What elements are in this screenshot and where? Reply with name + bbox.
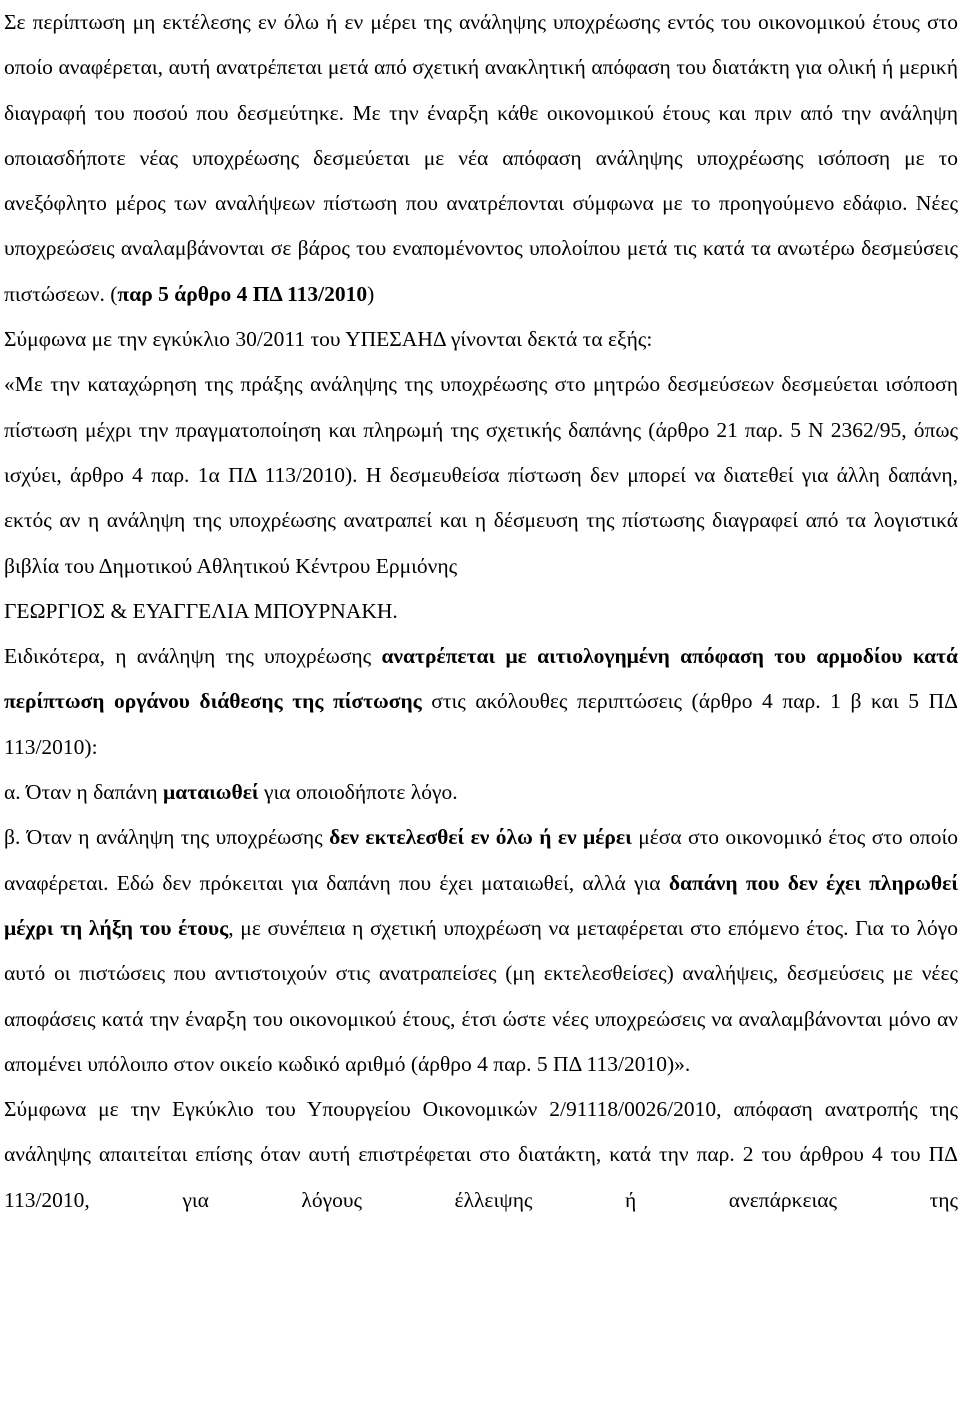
legal-reference: παρ 5 άρθρο 4 ΠΔ 113/2010 <box>117 281 368 306</box>
paragraph-text: β. Όταν η ανάληψη της υποχρέωσης <box>4 825 330 850</box>
document-page <box>4 0 958 1223</box>
paragraph-text: α. Όταν η δαπάνη <box>4 780 164 805</box>
emphasis-text: δεν εκτελεσθεί εν όλω ή εν μέρει <box>329 825 632 850</box>
paragraph-specific-cases <box>4 634 958 770</box>
paragraph-text: μέσα στο οικονομικό έτος στο οποίο αναφέρεται. Εδώ δεν πρόκειται για δαπάνη που έχει ματαιωθεί, αλλά για <box>4 825 958 895</box>
paragraph-text: Ειδικότερα, η ανάληψη της υποχρέωσης <box>4 644 382 669</box>
case-a <box>4 770 958 815</box>
emphasis-text: δαπάνη που δεν έχει πληρωθεί μέχρι τη λήξη του έτους <box>4 870 958 940</box>
paragraph-cancellation-rule <box>4 0 958 317</box>
paragraph-text: Σε περίπτωση μη εκτέλεσης εν όλω ή εν μέρει της ανάληψης υποχρέωσης εντός του οικονομικού έτους στο οποίο αναφέρεται, αυτή ανατρέπεται μετά από σχετική ανακλητική απόφαση του διατάκτη για ολική ή μερική διαγραφή του ποσού που δεσμεύτηκε. Με την έναρξη κάθε οικονομικού έτους και πριν από την ανάληψη οποιασδήποτε νέας υποχρέωσης δεσμεύεται με νέα απόφαση ανάληψης υποχρέωσης ισόποση με το ανεξόφλητο μέρος των αναλήψεων πίστωση που ανατρέπονται σύμφωνα με το προηγούμενο εδάφιο. Νέες υποχρεώσεις αναλαμβάνονται σε βάρος του εναπομένοντος υπολοίπου μετά τις κατά τα ανωτέρω δεσμεύσεις πιστώσεων. ( <box>4 10 958 306</box>
paragraph-quote: «Με την καταχώρηση της πράξης ανάληψης της υποχρέωσης στο μητρώο δεσμεύσεων δεσμεύεται ισόποση πίστωση μέχρι την πραγματοποίηση και πληρωμή της σχετικής δαπάνης (άρθρο 21 παρ. 5 Ν 2362/95, όπως ισχύει, άρθρο 4 παρ. 1α ΠΔ 113/2010). Η δεσμευθείσα πίστωση δεν μπορεί να διατεθεί για άλλη δαπάνη, εκτός αν η ανάληψη της υποχρέωσης ανατραπεί και η δέσμευση της πίστωσης διαγραφεί από τα λογιστικά βιβλία του Δημοτικού Αθλητικού Κέντρου Ερμιόνης <box>4 372 958 578</box>
case-b <box>4 815 958 1087</box>
paragraph-text: στις ακόλουθες περιπτώσεις (άρθρο 4 παρ. 1 β και 5 ΠΔ 113/2010): <box>4 689 958 759</box>
paragraph-names: ΓΕΩΡΓΙΟΣ & ΕΥΑΓΓΕΛΙΑ ΜΠΟΥΡΝΑΚΗ. <box>4 598 398 623</box>
paragraph-ministry-circular: Σύμφωνα με την Εγκύκλιο του Υπουργείου Οικονομικών 2/91118/0026/2010, απόφαση ανατροπής της ανάληψης απαιτείται επίσης όταν αυτή επιστρέφεται στο διατάκτη, κατά την παρ. 2 του άρθρου 4 του ΠΔ 113/2010, για λόγους έλλειψης ή ανεπάρκειας της <box>4 1097 958 1212</box>
paragraph-circular-intro: Σύμφωνα με την εγκύκλιο 30/2011 του ΥΠΕΣΑΗΔ γίνονται δεκτά τα εξής: <box>4 327 653 352</box>
emphasis-text: ανατρέπεται με αιτιολογημένη απόφαση του αρμοδίου κατά περίπτωση οργάνου διάθεσης της πίστωσης <box>4 644 958 714</box>
paragraph-text: ) <box>367 281 375 306</box>
paragraph-text: για οποιοδήποτε λόγο. <box>258 780 458 805</box>
paragraph-text: , με συνέπεια η σχετική υποχρέωση να μεταφέρεται στο επόμενο έτος. Για το λόγο αυτό οι πιστώσεις που αντιστοιχούν στις ανατραπείσες (μη εκτελεσθείσες) αναλήψεις, δεσμεύσεις με νέες αποφάσεις κατά την έναρξη του οικονομικού έτους, έτσι ώστε νέες υποχρεώσεις να αναλαμβάνονται μόνο αν απομένει υπόλοιπο στον οικείο κωδικό αριθμό (άρθρο 4 παρ. 5 ΠΔ 113/2010)». <box>4 915 958 1076</box>
emphasis-text: ματαιωθεί <box>163 780 259 805</box>
